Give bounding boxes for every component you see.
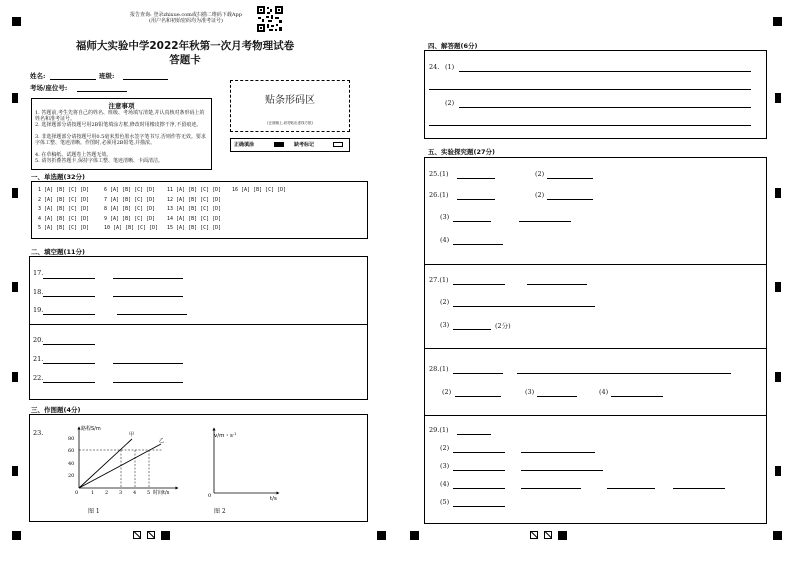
notes-item: 3. 非选择题部分请按题号用0.5毫米黑色墨水签字笔书写,否则作答无效。要求字体工整、笔迹清晰。作图时,必须用2B铅笔,并描浓。 bbox=[35, 134, 206, 146]
page-marker bbox=[558, 531, 567, 540]
question-number: 19. bbox=[33, 306, 44, 314]
section-title: 二、填空题(11分) bbox=[31, 248, 85, 256]
answer-line[interactable] bbox=[673, 488, 725, 489]
answer-line[interactable] bbox=[113, 363, 183, 364]
sub-question: (5) bbox=[440, 498, 450, 506]
section-title: 四、解答题(6分) bbox=[428, 42, 478, 50]
sub-question: (4) bbox=[599, 388, 609, 396]
choice-row[interactable]: 12 [A] [B] [C] [D] bbox=[167, 196, 222, 203]
question-number: 18. bbox=[33, 288, 44, 296]
answer-line[interactable] bbox=[43, 363, 95, 364]
source-line: 报告查询: 登录zhixue.com或扫描二维码下载App bbox=[130, 12, 242, 18]
answer-line[interactable] bbox=[43, 314, 95, 315]
answer-line[interactable] bbox=[457, 178, 495, 179]
answer-line[interactable] bbox=[453, 506, 505, 507]
missing-mark-box[interactable] bbox=[333, 142, 343, 147]
answer-line[interactable] bbox=[521, 488, 581, 489]
answer-line[interactable] bbox=[453, 306, 595, 307]
name-label: 姓名: bbox=[30, 72, 46, 80]
x-tick: 0 bbox=[75, 490, 79, 496]
fill-sample bbox=[274, 142, 284, 147]
answer-line[interactable] bbox=[429, 89, 751, 90]
sub-question: (4) bbox=[440, 236, 450, 244]
room-label: 考场/座位号: bbox=[30, 84, 68, 92]
timing-mark bbox=[775, 466, 781, 476]
answer-line[interactable] bbox=[459, 71, 751, 72]
sub-question: (2) bbox=[440, 444, 450, 452]
corner-mark bbox=[410, 531, 419, 540]
sub-question: (3) bbox=[440, 321, 450, 329]
solution-box bbox=[424, 50, 767, 139]
corner-mark bbox=[773, 17, 782, 26]
notes-item: 1. 答题前,考生先将自己的姓名、班级、考场填写清楚,并认真核对条形码上的姓名和准考证号。 bbox=[35, 110, 205, 122]
page-marker bbox=[530, 531, 538, 539]
answer-line[interactable] bbox=[457, 434, 491, 435]
answer-line[interactable] bbox=[43, 382, 95, 383]
notes-title: 注意事项 bbox=[108, 102, 135, 110]
answer-line[interactable] bbox=[457, 199, 495, 200]
fill-blank-box bbox=[29, 256, 368, 400]
notes-item: 4. 在草稿纸、试题卷上答题无效。 bbox=[35, 152, 112, 158]
question-number: 26.(1) bbox=[429, 191, 449, 199]
experiment-box bbox=[424, 157, 767, 524]
source-line: (用户名和初始密码均为准考证号) bbox=[149, 18, 223, 24]
line-label-jia: 甲 bbox=[129, 432, 135, 438]
choice-row[interactable]: 13 [A] [B] [C] [D] bbox=[167, 206, 222, 212]
y-axis-label: v/m・$s^{-1}$ bbox=[214, 432, 237, 439]
section-title: 三、作图题(4分) bbox=[31, 406, 81, 414]
choice-column bbox=[38, 187, 89, 231]
figure-1-graph bbox=[65, 422, 185, 502]
answer-line[interactable] bbox=[453, 470, 505, 471]
choice-column bbox=[104, 187, 158, 231]
barcode-label: 贴条形码区 bbox=[265, 95, 315, 106]
barcode-area bbox=[230, 80, 350, 132]
x-tick: 3 bbox=[119, 490, 123, 496]
choice-row[interactable]: 14 [A] [B] [C] [D] bbox=[167, 215, 222, 222]
sub-question: (3) bbox=[440, 462, 450, 470]
choice-row[interactable]: 4 [A] [B] [C] [D] bbox=[38, 215, 90, 222]
line-label-yi: 乙 bbox=[159, 438, 165, 444]
answer-line[interactable] bbox=[537, 396, 577, 397]
question-number: 23. bbox=[33, 429, 44, 437]
y-tick: 60 bbox=[68, 448, 75, 454]
answer-line[interactable] bbox=[517, 373, 731, 374]
answer-line[interactable] bbox=[521, 470, 603, 471]
section-title: 五、实验探究题(27分) bbox=[428, 148, 495, 156]
y-tick: 40 bbox=[68, 461, 75, 467]
x-axis-label: t/s bbox=[270, 496, 277, 501]
answer-line[interactable] bbox=[519, 221, 571, 222]
choice-column bbox=[232, 187, 286, 193]
score-note: (2分) bbox=[495, 322, 511, 330]
class-label: 班级: bbox=[99, 72, 115, 80]
sub-question: (2) bbox=[442, 388, 452, 396]
corner-mark bbox=[12, 17, 21, 26]
missing-mark-label: 缺考标记 bbox=[294, 142, 315, 148]
answer-line[interactable] bbox=[113, 296, 183, 297]
answer-line[interactable] bbox=[429, 125, 751, 126]
answer-line[interactable] bbox=[453, 488, 505, 489]
answer-line[interactable] bbox=[547, 199, 593, 200]
origin-label: 0 bbox=[208, 493, 212, 499]
question-number: 22. bbox=[33, 374, 44, 382]
page-marker bbox=[133, 531, 141, 539]
corner-mark bbox=[12, 531, 21, 540]
corner-mark bbox=[377, 531, 386, 540]
notes-item: 5. 请勿折叠答题卡,保持字体工整、笔迹清晰、卡面清洁。 bbox=[35, 158, 163, 164]
divider bbox=[30, 324, 367, 325]
x-axis-label: 时间t/s bbox=[153, 490, 170, 496]
barcode-note: (正面朝上,切勿贴出虚线方框) bbox=[267, 121, 313, 125]
answer-line[interactable] bbox=[453, 221, 491, 222]
choice-row[interactable]: 15 [A] [B] [C] [D] bbox=[167, 225, 222, 231]
x-tick: 1 bbox=[91, 490, 95, 496]
timing-mark bbox=[12, 372, 18, 382]
question-number: 29.(1) bbox=[429, 426, 449, 434]
answer-line[interactable] bbox=[453, 329, 491, 330]
choice-row[interactable]: 1 [A] [B] [C] [D] bbox=[38, 187, 90, 193]
sub-question: (3) bbox=[440, 213, 450, 221]
choice-row[interactable]: 2 [A] [B] [C] [D] bbox=[38, 196, 90, 203]
question-number: 27.(1) bbox=[429, 276, 449, 284]
notes-box bbox=[31, 98, 212, 170]
timing-mark bbox=[775, 188, 781, 198]
timing-mark bbox=[775, 93, 781, 103]
question-number: 21. bbox=[33, 355, 44, 363]
choice-row[interactable]: 5 [A] [B] [C] [D] bbox=[38, 225, 90, 231]
sub-question: (2) bbox=[445, 99, 455, 107]
answer-line[interactable] bbox=[117, 314, 187, 315]
timing-mark bbox=[12, 188, 18, 198]
divider bbox=[425, 348, 766, 349]
choice-row[interactable]: 8 [A] [B] [C] [D] bbox=[104, 206, 156, 212]
name-field[interactable] bbox=[50, 79, 96, 80]
timing-mark bbox=[12, 93, 18, 103]
answer-line[interactable] bbox=[459, 107, 751, 108]
divider bbox=[425, 415, 766, 416]
timing-mark bbox=[12, 282, 18, 292]
page-marker bbox=[147, 531, 155, 539]
answer-line[interactable] bbox=[607, 488, 655, 489]
page-title: 福师大实验中学2022年秋第一次月考物理试卷 bbox=[75, 40, 295, 52]
y-axis-label: 路程S/m bbox=[81, 426, 101, 432]
sub-question: (1) bbox=[445, 63, 455, 71]
choice-row[interactable]: 3 [A] [B] [C] [D] bbox=[38, 206, 90, 212]
timing-mark bbox=[775, 372, 781, 382]
answer-line[interactable] bbox=[527, 284, 587, 285]
question-number: 20. bbox=[33, 336, 44, 344]
choice-column bbox=[167, 187, 221, 231]
figure-1-caption: 图 1 bbox=[88, 508, 100, 515]
sub-question: (2) bbox=[535, 191, 545, 199]
y-tick: 20 bbox=[68, 473, 75, 479]
sub-question: (2) bbox=[535, 170, 545, 178]
page-marker bbox=[544, 531, 552, 539]
answer-line[interactable] bbox=[453, 373, 503, 374]
choice-row[interactable]: 16 [A] [B] [C] [D] bbox=[232, 187, 287, 193]
choice-row[interactable]: 6 [A] [B] [C] [D] bbox=[104, 187, 156, 193]
page-subtitle: 答题卡 bbox=[169, 54, 201, 66]
answer-line[interactable] bbox=[611, 396, 663, 397]
fill-example bbox=[230, 138, 350, 152]
figure-2-graph[interactable] bbox=[198, 425, 288, 501]
question-number: 24. bbox=[429, 63, 440, 71]
answer-line[interactable] bbox=[521, 452, 595, 453]
timing-mark bbox=[12, 466, 18, 476]
choice-box bbox=[31, 181, 368, 239]
page-marker bbox=[161, 531, 170, 540]
answer-line[interactable] bbox=[455, 396, 501, 397]
qr-code[interactable] bbox=[257, 6, 283, 32]
notes-item: 2. 选择题部分请按题号用2B铅笔填涂方框,修改时用橡皮擦干净,不留痕迹。 bbox=[35, 122, 202, 128]
class-field[interactable] bbox=[123, 79, 168, 80]
figure-2-caption: 图 2 bbox=[214, 508, 226, 515]
x-tick: 2 bbox=[105, 490, 109, 496]
y-tick: 80 bbox=[68, 436, 75, 442]
answer-line[interactable] bbox=[453, 452, 505, 453]
answer-line[interactable] bbox=[453, 284, 505, 285]
choice-row[interactable]: 11 [A] [B] [C] [D] bbox=[167, 187, 222, 193]
section-title: 一、单选题(32分) bbox=[31, 173, 85, 181]
question-number: 25.(1) bbox=[429, 170, 449, 178]
answer-line[interactable] bbox=[43, 296, 95, 297]
sub-question: (4) bbox=[440, 480, 450, 488]
answer-line[interactable] bbox=[453, 244, 503, 245]
answer-line[interactable] bbox=[43, 278, 95, 279]
correct-fill-label: 正确填涂 bbox=[234, 142, 255, 148]
answer-line[interactable] bbox=[113, 382, 183, 383]
answer-line[interactable] bbox=[43, 344, 95, 345]
divider bbox=[425, 264, 766, 265]
choice-row[interactable]: 9 [A] [B] [C] [D] bbox=[104, 215, 156, 222]
x-tick: 4 bbox=[133, 490, 137, 496]
question-number: 28.(1) bbox=[429, 365, 449, 373]
question-number: 17. bbox=[33, 269, 44, 277]
choice-row[interactable]: 7 [A] [B] [C] [D] bbox=[104, 196, 156, 203]
x-tick: 5 bbox=[147, 490, 151, 496]
sub-question: (2) bbox=[440, 298, 450, 306]
sub-question: (3) bbox=[525, 388, 535, 396]
choice-row[interactable]: 10 [A] [B] [C] [D] bbox=[104, 225, 159, 231]
answer-line[interactable] bbox=[547, 178, 593, 179]
answer-line[interactable] bbox=[113, 278, 183, 279]
room-field[interactable] bbox=[77, 91, 127, 92]
timing-mark bbox=[775, 282, 781, 292]
corner-mark bbox=[773, 531, 782, 540]
